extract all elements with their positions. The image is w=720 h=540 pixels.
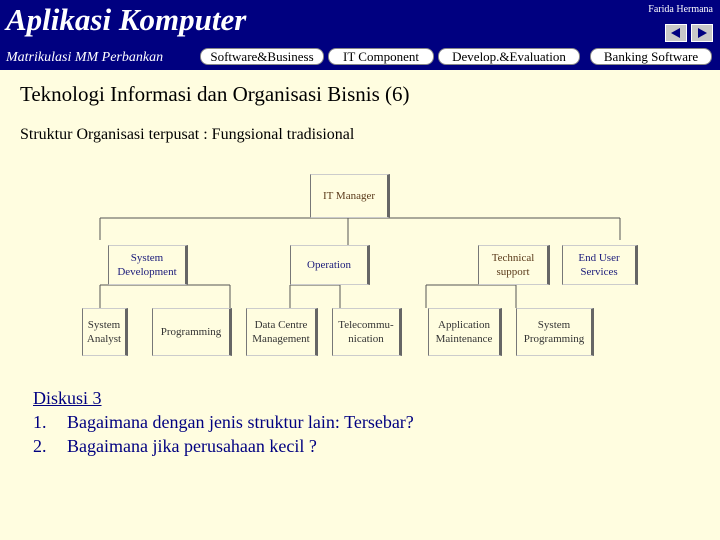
tab-software-business[interactable]: Software&Business xyxy=(200,48,324,65)
tab-it-component[interactable]: IT Component xyxy=(328,48,434,65)
item-number: 1. xyxy=(33,412,47,432)
org-node-application-maintenance: Application Maintenance xyxy=(428,308,502,356)
org-node-operation: Operation xyxy=(290,245,370,285)
org-node-telecommunication: Telecommu- nication xyxy=(332,308,402,356)
author-name: Farida Hermana xyxy=(648,4,713,15)
right-triangle-icon xyxy=(696,27,708,39)
org-node-end-user-services: End User Services xyxy=(562,245,638,285)
item-text: Bagaimana jika perusahaan kecil ? xyxy=(67,436,317,456)
item-number: 2. xyxy=(33,436,47,456)
slide-navigation xyxy=(665,24,713,42)
tab-develop-evaluation[interactable]: Develop.&Evaluation xyxy=(438,48,580,65)
discussion-block xyxy=(33,386,414,458)
item-text: Bagaimana dengan jenis struktur lain: Tersebar? xyxy=(67,412,414,432)
slide-content xyxy=(0,70,720,540)
org-node-system-analyst: System Analyst xyxy=(82,308,128,356)
org-node-system-programming: System Programming xyxy=(516,308,594,356)
discussion-title: Diskusi 3 xyxy=(33,388,102,408)
app-title: Aplikasi Komputer xyxy=(6,2,247,37)
header-bar xyxy=(0,0,720,70)
next-slide-button[interactable] xyxy=(691,24,713,42)
slide-title: Teknologi Informasi dan Organisasi Bisnis (6) xyxy=(20,82,410,106)
discussion-item xyxy=(33,434,414,458)
org-node-system-development: System Development xyxy=(108,245,188,285)
org-node-data-centre-management: Data Centre Management xyxy=(246,308,318,356)
course-subtitle: Matrikulasi MM Perbankan xyxy=(6,50,164,65)
discussion-item xyxy=(33,410,414,434)
left-triangle-icon xyxy=(670,27,682,39)
slide-subtitle: Struktur Organisasi terpusat : Fungsional tradisional xyxy=(20,126,355,143)
org-node-programming: Programming xyxy=(152,308,232,356)
org-node-technical-support: Technical support xyxy=(478,245,550,285)
org-node-it-manager: IT Manager xyxy=(310,174,390,218)
tab-banking-software[interactable]: Banking Software xyxy=(590,48,712,65)
prev-slide-button[interactable] xyxy=(665,24,687,42)
